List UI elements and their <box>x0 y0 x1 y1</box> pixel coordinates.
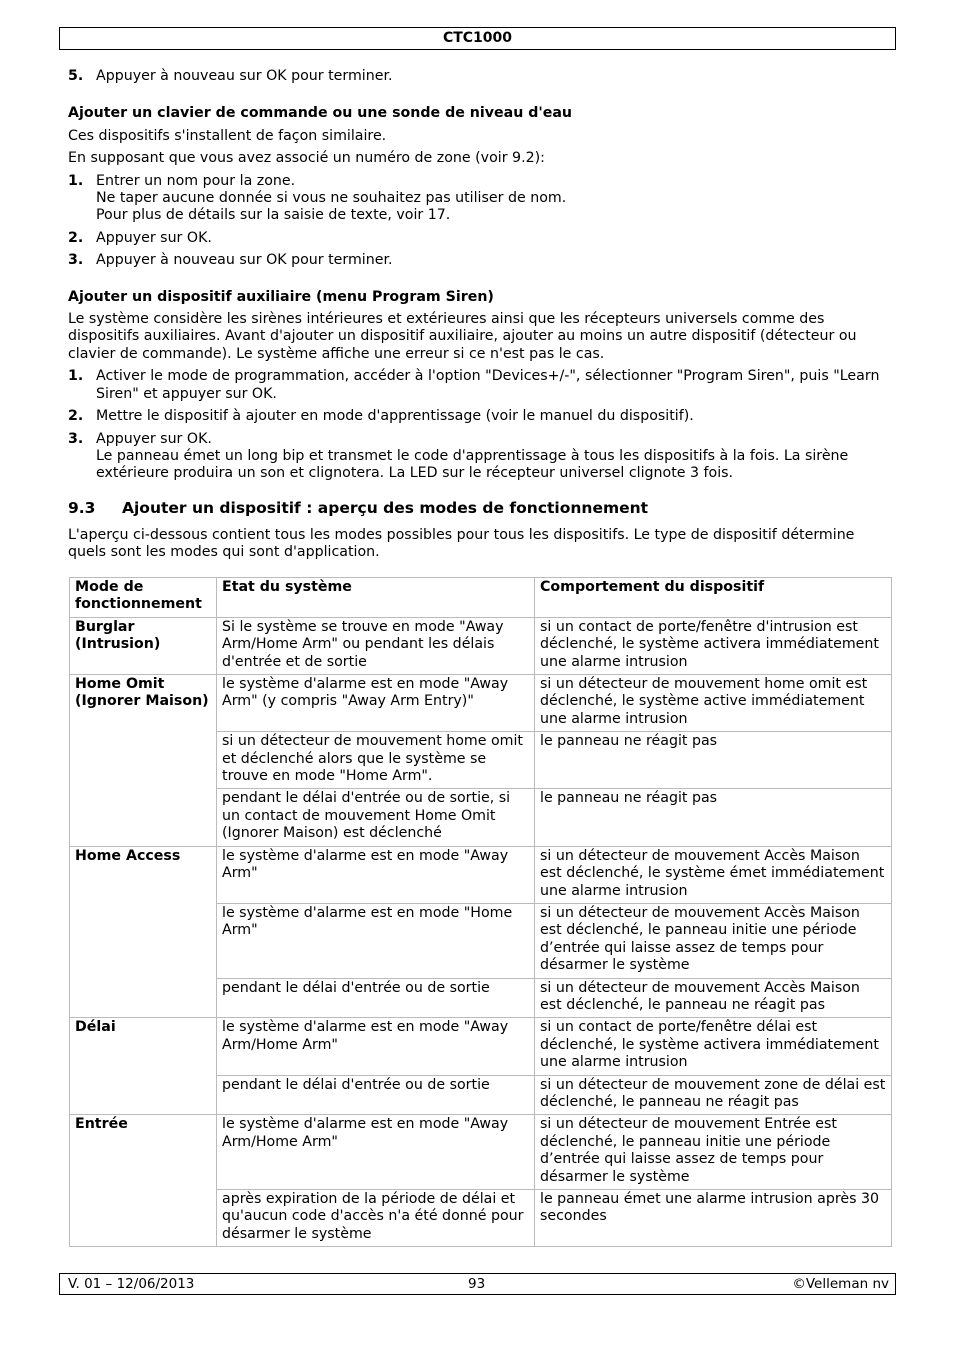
system-state-cell: Si le système se trouve en mode "Away Arm/Home Arm" ou pendant les délais d'entrée et de sortie <box>217 617 535 674</box>
page-footer <box>59 1273 896 1295</box>
footer-copyright: ©Velleman nv <box>792 1276 889 1292</box>
header-cell: Mode de fonctionnement <box>70 578 217 618</box>
system-state-cell: le système d'alarme est en mode "Away Arm/Home Arm" <box>217 1018 535 1075</box>
device-behavior-cell: le panneau ne réagit pas <box>535 732 892 789</box>
keypad-p1: Ces dispositifs s'installent de façon similaire. <box>68 127 387 144</box>
device-behavior-cell: si un contact de porte/fenêtre délai est déclenché, le système activera immédiatement une alarme intrusion <box>535 1018 892 1075</box>
system-state-cell: le système d'alarme est en mode "Away Arm" <box>217 846 535 903</box>
siren-intro: Le système considère les sirènes intérieures et extérieures ainsi que les récepteurs universels comme des dispositifs auxiliaires. Avant d'ajouter un dispositif auxiliaire, ajouter au moins un autre dispositif (détecteur ou clavier de commande). Le système affiche une erreur si ce n'est pas le cas. <box>68 311 857 362</box>
step-text: Appuyer sur OK. <box>96 229 212 246</box>
step-text: Ne taper aucune donnée si vous ne souhaitez pas utiliser de nom. <box>96 190 567 207</box>
table-row <box>70 1115 892 1190</box>
section-intro: L'aperçu ci-dessous contient tous les modes possibles pour tous les dispositifs. Le type de dispositif détermine quels sont les modes qui sont d'application. <box>68 526 855 561</box>
siren-step-2 <box>68 408 883 425</box>
keypad-step-1 <box>68 173 883 225</box>
step-number: 2. <box>68 408 84 425</box>
mode-name-cell: Home Access <box>70 846 217 1018</box>
siren-step-1 <box>68 368 883 403</box>
table-row <box>70 617 892 674</box>
footer-version: V. 01 – 12/06/2013 <box>68 1276 195 1292</box>
header-cell: Comportement du dispositif <box>535 578 892 618</box>
step-text: Appuyer à nouveau sur OK pour terminer. <box>96 252 393 269</box>
device-behavior-cell: le panneau émet une alarme intrusion après 30 secondes <box>535 1190 892 1247</box>
device-behavior-cell: si un détecteur de mouvement zone de délai est déclenché, le panneau ne réagit pas <box>535 1075 892 1115</box>
device-behavior-cell: si un détecteur de mouvement Accès Maison est déclenché, le système émet immédiatement une alarme intrusion <box>535 846 892 903</box>
device-behavior-cell: si un détecteur de mouvement Entrée est déclenché, le panneau initie une période d’entrée qui laisse assez de temps pour désarmer le système <box>535 1115 892 1190</box>
device-behavior-cell: si un contact de porte/fenêtre d'intrusion est déclenché, le système activera immédiatement une alarme intrusion <box>535 617 892 674</box>
section-heading <box>68 499 883 518</box>
device-behavior-cell: si un détecteur de mouvement home omit est déclenché, le système active immédiatement une alarme intrusion <box>535 675 892 732</box>
keypad-step-2 <box>68 230 883 247</box>
mode-name-cell: Entrée <box>70 1115 217 1247</box>
system-state-cell: le système d'alarme est en mode "Away Arm" (y compris "Away Arm Entry)" <box>217 675 535 732</box>
step-text: Appuyer sur OK. <box>96 430 212 447</box>
step-number: 1. <box>68 368 84 385</box>
step-text: Entrer un nom pour la zone. <box>96 172 296 189</box>
step-text: Pour plus de détails sur la saisie de texte, voir 17. <box>96 207 451 224</box>
step-number: 5. <box>68 68 84 84</box>
step-number: 2. <box>68 229 84 246</box>
device-behavior-cell: si un détecteur de mouvement Accès Maison est déclenché, le panneau initie une période d’entrée qui laisse assez de temps pour désarmer le système <box>535 903 892 978</box>
table-row <box>70 1018 892 1075</box>
keypad-step-3 <box>68 252 883 269</box>
device-behavior-cell: si un détecteur de mouvement Accès Maison est déclenché, le panneau ne réagit pas <box>535 978 892 1018</box>
section-title: Ajouter un dispositif : aperçu des modes de fonctionnement <box>122 498 649 517</box>
page-header: CTC1000 <box>59 27 896 50</box>
system-state-cell: le système d'alarme est en mode "Home Arm" <box>217 903 535 978</box>
header-cell: Etat du système <box>217 578 535 618</box>
system-state-cell: pendant le délai d'entrée ou de sortie <box>217 978 535 1018</box>
system-state-cell: si un détecteur de mouvement home omit et déclenché alors que le système se trouve en mode "Home Arm". <box>217 732 535 789</box>
mode-name-cell: Burglar (Intrusion) <box>70 617 217 674</box>
modes-table <box>69 577 892 1247</box>
footer-page-number: 93 <box>468 1276 486 1292</box>
section-number: 9.3 <box>68 498 96 517</box>
keypad-heading: Ajouter un clavier de commande ou une sonde de niveau d'eau <box>68 105 573 122</box>
system-state-cell: pendant le délai d'entrée ou de sortie <box>217 1075 535 1115</box>
step-5 <box>68 68 883 85</box>
step-text: Activer le mode de programmation, accéder à l'option "Devices+/-", sélectionner "Program Siren", puis "Learn Siren" et appuyer sur OK. <box>96 368 880 402</box>
table-row <box>70 675 892 732</box>
siren-heading: Ajouter un dispositif auxiliaire (menu Program Siren) <box>68 288 494 305</box>
step-number: 3. <box>68 252 84 269</box>
step-text: Mettre le dispositif à ajouter en mode d'apprentissage (voir le manuel du dispositif). <box>96 408 694 425</box>
step-text: Le panneau émet un long bip et transmet le code d'apprentissage à tous les dispositifs à la fois. La sirène extérieure produira un son et clignotera. La LED sur le récepteur universel clignote 3 fois. <box>96 447 849 482</box>
step-text: Appuyer à nouveau sur OK pour terminer. <box>96 68 393 84</box>
mode-name-cell: Délai <box>70 1018 217 1115</box>
mode-name-cell: Home Omit (Ignorer Maison) <box>70 675 217 847</box>
device-behavior-cell: le panneau ne réagit pas <box>535 789 892 846</box>
step-number: 3. <box>68 430 84 447</box>
system-state-cell: le système d'alarme est en mode "Away Arm/Home Arm" <box>217 1115 535 1190</box>
table-row <box>70 846 892 903</box>
table-header-row <box>70 578 892 618</box>
system-state-cell: après expiration de la période de délai et qu'aucun code d'accès n'a été donné pour désarmer le système <box>217 1190 535 1247</box>
keypad-p2: En supposant que vous avez associé un numéro de zone (voir 9.2): <box>68 150 545 167</box>
page-content <box>68 68 883 562</box>
system-state-cell: pendant le délai d'entrée ou de sortie, si un contact de mouvement Home Omit (Ignorer Maison) est déclenché <box>217 789 535 846</box>
siren-step-3 <box>68 431 883 483</box>
step-number: 1. <box>68 172 84 189</box>
